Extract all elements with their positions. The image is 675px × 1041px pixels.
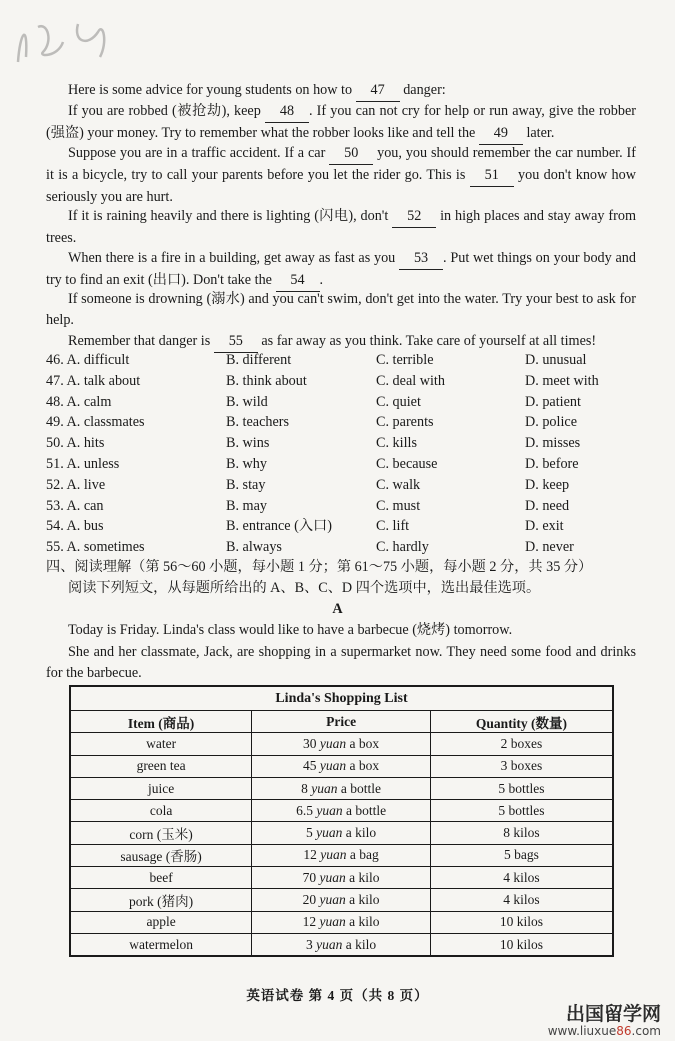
reading-intro-2: She and her classmate, Jack, are shopping in a supermarket now. They need some food and drinks for the barbecue.	[46, 644, 636, 681]
option-c[interactable]: C. must	[376, 497, 421, 514]
passage-paragraph-2: If you are robbed (被抢劫), keep 48 . If you can not cry for help or run away, give the robber (强盗) your money. Try to remember what the robber looks like and tell the 49 later.	[46, 101, 636, 145]
table-body	[70, 733, 613, 956]
option-d[interactable]: D. unusual	[525, 352, 587, 368]
option-c[interactable]: C. kills	[376, 435, 417, 452]
option-b[interactable]: B. always	[226, 539, 282, 556]
blank-52[interactable]: 52	[392, 206, 436, 228]
option-a[interactable]: 54. A. bus	[46, 518, 104, 535]
cell-item: beef	[70, 867, 252, 889]
option-b[interactable]: B. think about	[226, 372, 307, 389]
cell-item: green tea	[70, 755, 252, 777]
cell-quantity: 10 kilos	[430, 911, 613, 933]
section-4-title: 四、阅读理解（第 56～60 小题，每小题 1 分；第 61～75 小题，每小题 2 分，共 35 分）	[46, 559, 593, 575]
passage-paragraph-6: If someone is drowning (溺水) and you can't swim, don't get into the water. Try your best to ask for help.	[46, 291, 636, 328]
cell-item: pork (猪肉)	[70, 889, 252, 911]
cell-item: corn (玉米)	[70, 822, 252, 844]
options-row-52	[46, 475, 646, 496]
passage-paragraph-1: Here is some advice for young students on how to 47 danger:	[46, 80, 636, 102]
watermark-url: www.liuxue86.com	[547, 1024, 661, 1038]
option-d[interactable]: D. meet with	[525, 372, 599, 389]
passage-paragraph-4: If it is raining heavily and there is lighting (闪电), don't 52 in high places and stay away from trees.	[46, 208, 636, 246]
options-row-49	[46, 412, 646, 433]
table-row	[70, 844, 613, 866]
cell-quantity: 5 bottles	[430, 777, 613, 799]
options-row-46	[46, 350, 646, 371]
blank-48[interactable]: 48	[265, 101, 309, 123]
cell-price: 12 yuan a kilo	[252, 911, 431, 933]
option-b[interactable]: B. stay	[226, 476, 266, 493]
passage-label-a: A	[332, 601, 343, 617]
cell-item: sausage (香肠)	[70, 844, 252, 866]
option-c[interactable]: C. walk	[376, 476, 421, 493]
cell-price: 6.5 yuan a bottle	[252, 800, 431, 822]
options-row-47	[46, 371, 646, 392]
option-b[interactable]: B. entrance (入口)	[226, 518, 332, 535]
cell-quantity: 2 boxes	[430, 733, 613, 755]
table-row	[70, 933, 613, 956]
option-c[interactable]: C. hardly	[376, 539, 429, 556]
cell-price: 20 yuan a kilo	[252, 889, 431, 911]
option-b[interactable]: B. teachers	[226, 414, 290, 431]
option-a[interactable]: 49. A. classmates	[46, 414, 145, 431]
option-b[interactable]: B. different	[226, 352, 292, 368]
options-row-50	[46, 433, 646, 454]
reading-intro-1: Today is Friday. Linda's class would like to have a barbecue (烧烤) tomorrow.	[68, 622, 513, 638]
option-a[interactable]: 47. A. talk about	[46, 372, 141, 389]
header-quantity: Quantity (数量)	[430, 711, 613, 733]
option-d[interactable]: D. patient	[525, 393, 581, 410]
cell-item: juice	[70, 777, 252, 799]
blank-53[interactable]: 53	[399, 248, 443, 270]
cell-price: 5 yuan a kilo	[252, 822, 431, 844]
option-c[interactable]: C. terrible	[376, 352, 434, 368]
cell-quantity: 3 boxes	[430, 755, 613, 777]
blank-47[interactable]: 47	[356, 80, 400, 102]
option-d[interactable]: D. police	[525, 414, 578, 431]
watermark-name: 出国留学网	[565, 1003, 661, 1025]
option-c[interactable]: C. quiet	[376, 393, 421, 410]
cell-quantity: 4 kilos	[430, 889, 613, 911]
cell-quantity: 5 bags	[430, 844, 613, 866]
site-watermark-logo	[548, 1004, 661, 1038]
cell-item: watermelon	[70, 933, 252, 956]
option-d[interactable]: D. exit	[525, 518, 564, 535]
options-row-51	[46, 454, 646, 475]
passage-paragraph-5: When there is a fire in a building, get away as fast as you 53 . Put wet things on your body and try to find an exit (出口). Don't take the 54 .	[46, 248, 636, 292]
passage-paragraph-7: Remember that danger is 55 as far away as you think. Take care of yourself at all times!	[46, 331, 636, 353]
table-row	[70, 733, 613, 755]
cell-price: 3 yuan a kilo	[252, 933, 431, 956]
options-row-54	[46, 516, 646, 537]
table-caption-row	[70, 686, 613, 711]
table-row	[70, 777, 613, 799]
pen-scribble-mark	[8, 12, 118, 72]
shopping-list-table	[69, 685, 614, 957]
option-c[interactable]: C. deal with	[376, 372, 445, 389]
table-row	[70, 889, 613, 911]
option-d[interactable]: D. need	[525, 497, 570, 514]
table-row	[70, 911, 613, 933]
option-a[interactable]: 55. A. sometimes	[46, 539, 145, 556]
cell-item: apple	[70, 911, 252, 933]
option-a[interactable]: 53. A. can	[46, 497, 104, 514]
cell-quantity: 5 bottles	[430, 800, 613, 822]
options-row-55	[46, 537, 646, 558]
passage-paragraph-3: Suppose you are in a traffic accident. If a car 50 you, you should remember the car number. If it is a bicycle, try to call your parents before you let the rider go. This is 51 you don't know how seriously you are hurt.	[46, 145, 636, 205]
cell-quantity: 4 kilos	[430, 867, 613, 889]
table-row	[70, 822, 613, 844]
page-footer: 英语试卷 第 4 页（共 8 页）	[246, 988, 429, 1003]
table-header-row	[70, 711, 613, 733]
option-b[interactable]: B. why	[226, 455, 267, 472]
option-b[interactable]: B. wild	[226, 393, 268, 410]
option-d[interactable]: D. keep	[525, 476, 570, 493]
cell-price: 8 yuan a bottle	[252, 777, 431, 799]
option-c[interactable]: C. parents	[376, 414, 434, 431]
option-d[interactable]: D. misses	[525, 435, 581, 452]
cell-quantity: 10 kilos	[430, 933, 613, 956]
blank-51[interactable]: 51	[470, 165, 514, 187]
section-4-instruction: 阅读下列短文，从每题所给出的 A、B、C、D 四个选项中，选出最佳选项。	[68, 580, 541, 596]
option-a[interactable]: 46. A. difficult	[46, 352, 130, 368]
blank-54[interactable]: 54	[276, 270, 320, 292]
options-row-48	[46, 392, 646, 413]
option-a[interactable]: 51. A. unless	[46, 455, 120, 472]
table-row	[70, 755, 613, 777]
blank-50[interactable]: 50	[329, 143, 373, 165]
cell-item: cola	[70, 800, 252, 822]
header-price: Price	[252, 711, 431, 733]
option-a[interactable]: 52. A. live	[46, 476, 106, 493]
header-item: Item (商品)	[70, 711, 252, 733]
cell-price: 70 yuan a kilo	[252, 867, 431, 889]
blank-55[interactable]: 55	[214, 331, 258, 353]
option-b[interactable]: B. may	[226, 497, 267, 514]
table-row	[70, 867, 613, 889]
cell-item: water	[70, 733, 252, 755]
cell-price: 30 yuan a box	[252, 733, 431, 755]
blank-49[interactable]: 49	[479, 123, 523, 145]
option-a[interactable]: 48. A. calm	[46, 393, 112, 410]
cell-price: 45 yuan a box	[252, 755, 431, 777]
option-d[interactable]: D. before	[525, 455, 579, 472]
option-c[interactable]: C. because	[376, 455, 438, 472]
option-c[interactable]: C. lift	[376, 518, 410, 535]
option-a[interactable]: 50. A. hits	[46, 435, 105, 452]
cell-price: 12 yuan a bag	[252, 844, 431, 866]
option-d[interactable]: D. never	[525, 539, 574, 556]
table-caption: Linda's Shopping List	[70, 686, 613, 711]
table-row	[70, 800, 613, 822]
answer-options	[46, 350, 646, 558]
options-row-53	[46, 496, 646, 517]
cell-quantity: 8 kilos	[430, 822, 613, 844]
option-b[interactable]: B. wins	[226, 435, 270, 452]
